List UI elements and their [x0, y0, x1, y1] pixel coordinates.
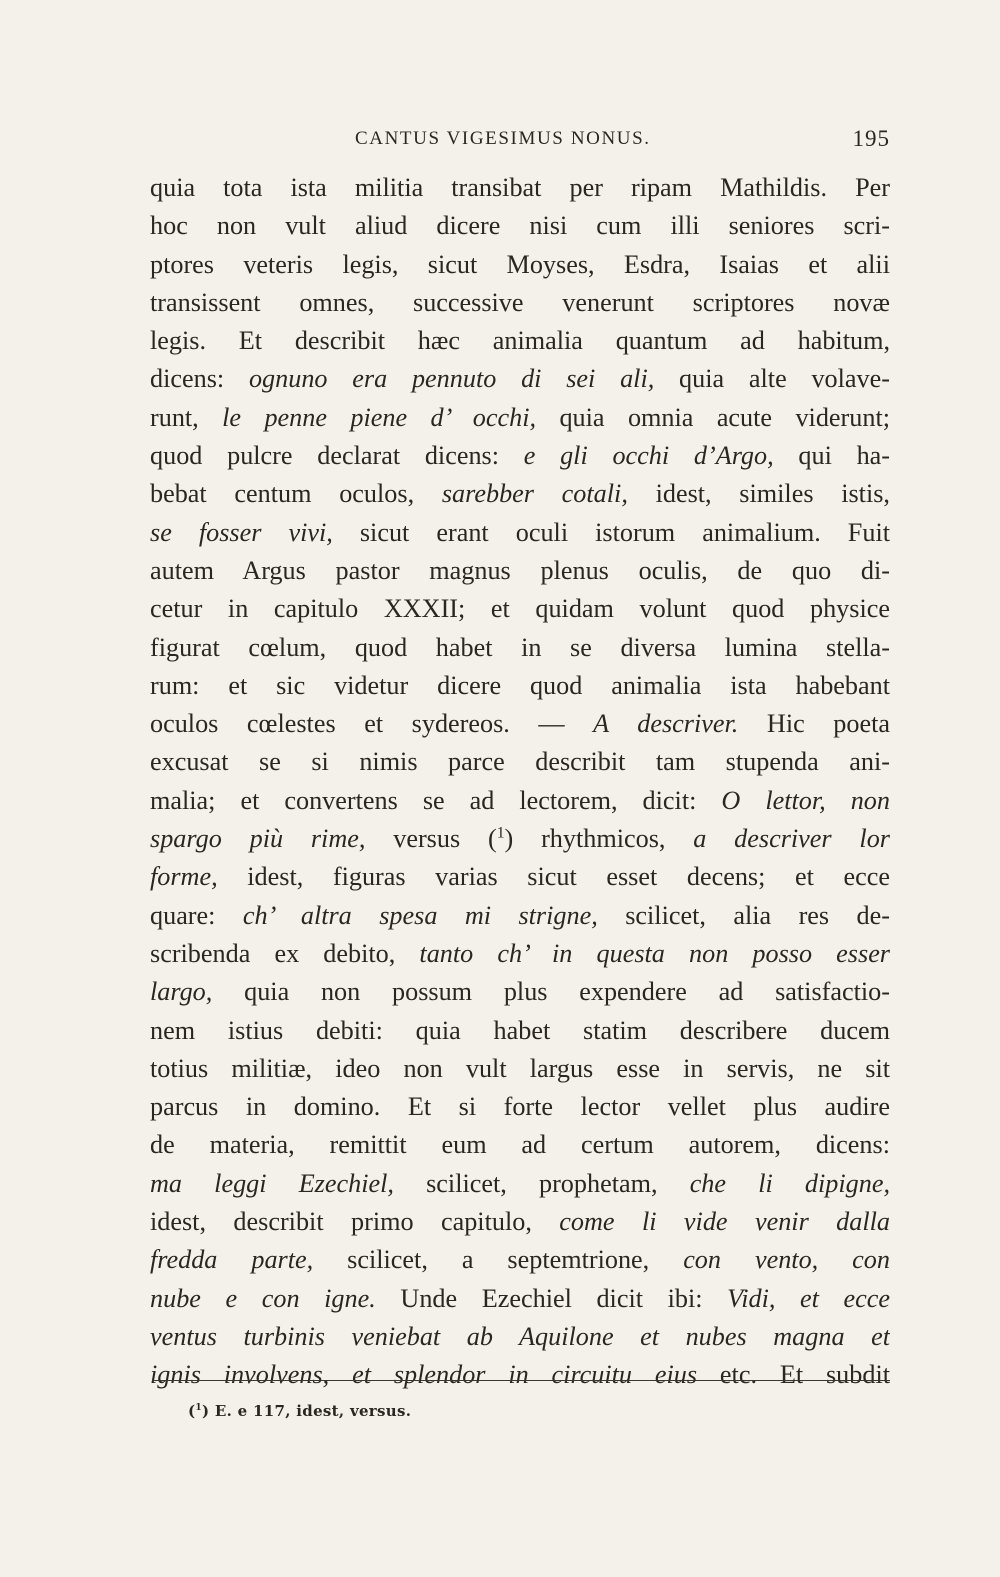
text-run: quare: — [150, 900, 243, 930]
running-title: CANTUS VIGESIMUS NONUS. — [355, 128, 651, 149]
text-line — [150, 1050, 890, 1088]
text-line — [150, 935, 890, 973]
text-line — [150, 1165, 890, 1203]
italic-quote: come li vide venir dalla — [559, 1207, 890, 1237]
page-number: 195 — [852, 126, 890, 151]
italic-quote: a descriver lor — [693, 824, 890, 854]
text-run: scilicet, prophetam, — [393, 1168, 690, 1198]
footnote: ($^1$) E. e 117, idest, versus. — [188, 1402, 412, 1420]
text-line — [150, 1318, 890, 1356]
text-line — [150, 437, 890, 475]
text-run: sicut erant oculi istorum animalium. Fuit — [332, 517, 890, 547]
italic-quote: Vidi, et ecce — [727, 1283, 890, 1313]
footnote-marker: 1 — [195, 1403, 202, 1413]
page-header — [150, 128, 890, 158]
text-line — [150, 1203, 890, 1241]
text-line — [150, 629, 890, 667]
italic-quote: A descriver. — [593, 709, 739, 739]
italic-quote: sarebber cotali, — [441, 479, 628, 509]
text-line — [150, 858, 890, 896]
text-run: totius militiæ, ideo non vult largus esse in servis, ne sit — [150, 1053, 890, 1083]
body-text — [150, 169, 890, 1395]
text-line — [150, 1088, 890, 1126]
text-run: versus ( — [365, 824, 497, 854]
text-run: transissent omnes, successive venerunt scriptores novæ — [150, 287, 890, 317]
text-line — [150, 514, 890, 552]
text-run: excusat se si nimis parce describit tam stupenda ani- — [150, 747, 890, 777]
text-run: hoc non vult aliud dicere nisi cum illi seniores scri- — [150, 211, 890, 241]
text-line — [150, 1126, 890, 1164]
text-run: runt, — [150, 402, 223, 432]
text-run: ptores veteris legis, sicut Moyses, Esdra, Isaias et alii — [150, 249, 890, 279]
text-line — [150, 1012, 890, 1050]
text-run: Hic poeta — [738, 709, 890, 739]
text-line — [150, 743, 890, 781]
footnote-reference: 1 — [496, 824, 505, 842]
text-run: idest, describit primo capitulo, — [150, 1207, 560, 1237]
text-line — [150, 360, 890, 398]
text-line — [150, 1241, 890, 1279]
text-run: quia tota ista militia transibat per ripam Mathildis. Per — [150, 173, 890, 202]
footnote-rule — [152, 1380, 890, 1381]
text-line — [150, 207, 890, 245]
text-run: parcus in domino. Et si forte lector vellet plus audire — [150, 1092, 890, 1122]
text-run: dicens: — [150, 364, 249, 394]
text-line — [150, 322, 890, 360]
text-run: quia alte volave- — [654, 364, 890, 394]
text-line — [150, 169, 890, 207]
text-run: scilicet, alia res de- — [597, 900, 890, 930]
text-line — [150, 897, 890, 935]
text-run: ) rhythmicos, — [504, 824, 694, 854]
text-line — [150, 782, 890, 820]
italic-quote: con vento, con — [683, 1245, 890, 1275]
italic-quote: le penne piene d’ occhi, — [222, 402, 537, 432]
text-line — [150, 399, 890, 437]
text-run: rum: et sic videtur dicere quod animalia ista habebant — [150, 670, 890, 700]
text-line — [150, 705, 890, 743]
text-run: quia omnia acute viderunt; — [536, 402, 890, 432]
text-run: de materia, remittit eum ad certum autorem, dicens: — [150, 1130, 890, 1160]
italic-quote: tanto ch’ in questa non posso esser — [419, 938, 890, 968]
italic-quote: ignis involvens, et splendor in circuitu eius — [150, 1360, 698, 1390]
text-line — [150, 973, 890, 1011]
text-line — [150, 1280, 890, 1318]
italic-quote: nube e con igne. — [150, 1283, 376, 1313]
text-run: bebat centum oculos, — [150, 479, 442, 509]
text-run: scribenda ex debito, — [150, 938, 420, 968]
text-line — [150, 246, 890, 284]
italic-quote: ognuno era pennuto di sei ali, — [248, 364, 655, 394]
text-line — [150, 667, 890, 705]
text-line — [150, 1356, 890, 1394]
text-run: legis. Et describit hæc animalia quantum ad habitum, — [150, 326, 890, 356]
italic-quote: ventus turbinis veniebat ab Aquilone et nubes magna et — [150, 1321, 890, 1351]
text-run: quod pulcre declarat dicens: — [150, 441, 524, 471]
text-run: figurat cœlum, quod habet in se diversa lumina stella- — [150, 632, 890, 662]
italic-quote: forme, — [150, 862, 218, 892]
footnote-text: E. e 117, idest, versus. — [209, 1402, 412, 1420]
text-run: oculos cœlestes et sydereos. — — [150, 709, 594, 739]
text-line — [150, 820, 890, 858]
text-run: Unde Ezechiel dicit ibi: — [375, 1283, 728, 1313]
text-run: quia non possum plus expendere ad satisfactio- — [212, 977, 890, 1007]
italic-quote: e gli occhi d’Argo, — [523, 441, 774, 471]
italic-quote: O lettor, non — [721, 785, 890, 815]
text-run: scilicet, a septemtrione, — [313, 1245, 684, 1275]
text-run: idest, similes istis, — [627, 479, 890, 509]
text-run: malia; et convertens se ad lectorem, dicit: — [150, 785, 722, 815]
italic-quote: ch’ altra spesa mi strigne, — [242, 900, 598, 930]
text-run: etc. Et subdit — [697, 1360, 890, 1390]
italic-quote: se fosser vivi, — [150, 517, 333, 547]
italic-quote: spargo più rime, — [150, 824, 366, 854]
text-line — [150, 552, 890, 590]
text-run: qui ha- — [773, 441, 890, 471]
text-line — [150, 590, 890, 628]
text-run: nem istius debiti: quia habet statim describere ducem — [150, 1015, 890, 1045]
text-run: autem Argus pastor magnus plenus oculis, de quo di- — [150, 555, 890, 585]
text-line — [150, 284, 890, 322]
italic-quote: che li dipigne, — [689, 1168, 890, 1198]
italic-quote: ma leggi Ezechiel, — [150, 1168, 394, 1198]
italic-quote: largo, — [150, 977, 213, 1007]
text-run: cetur in capitulo XXXII; et quidam volunt quod physice — [150, 594, 890, 624]
text-run: idest, figuras varias sicut esset decens; et ecce — [217, 862, 890, 892]
text-line — [150, 475, 890, 513]
italic-quote: fredda parte, — [150, 1245, 314, 1275]
